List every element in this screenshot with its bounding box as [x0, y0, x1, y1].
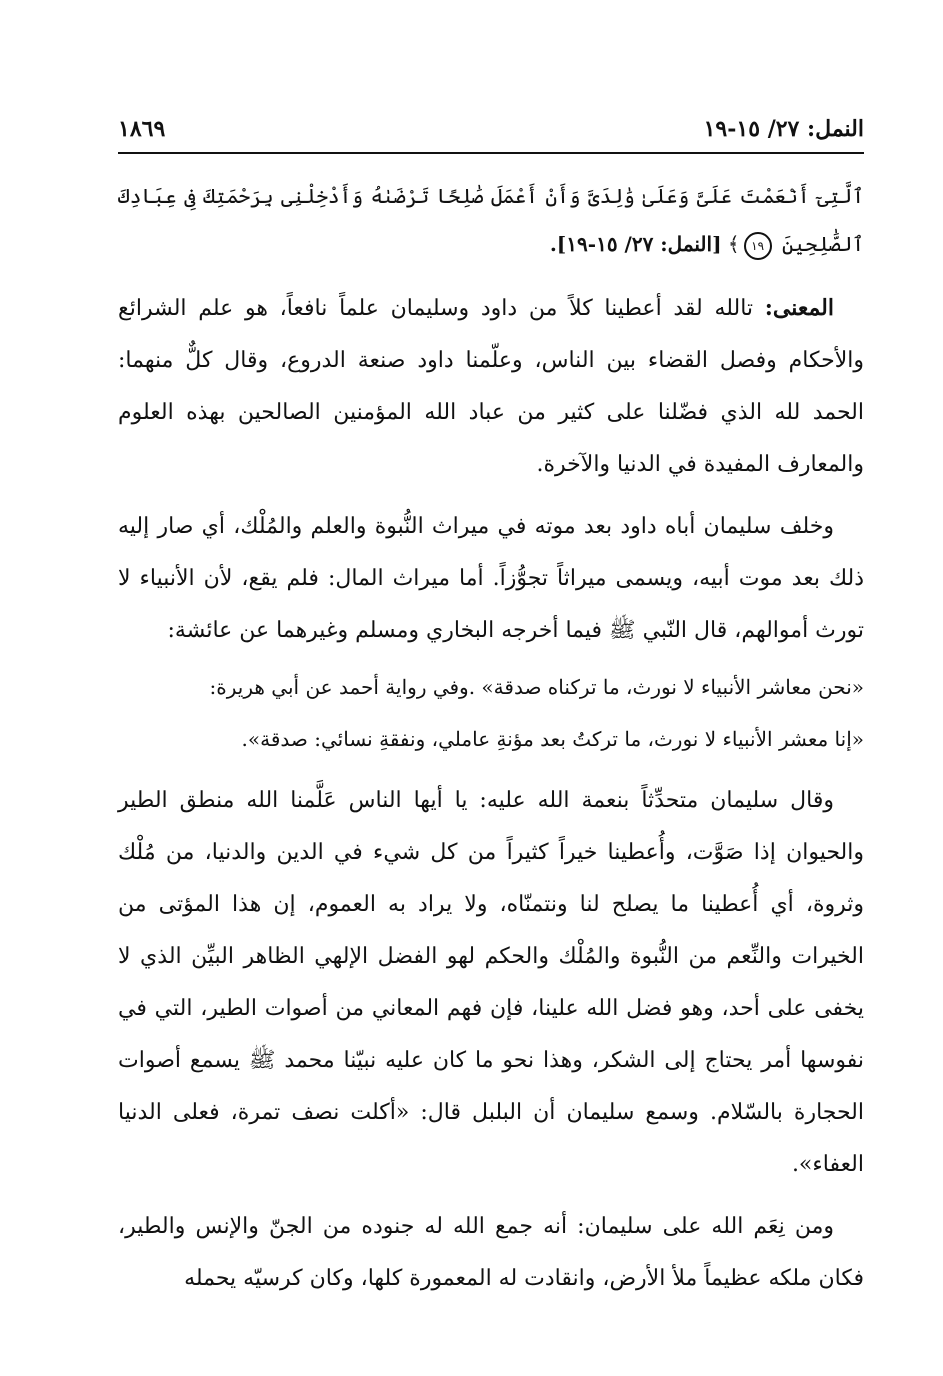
hadith-quote — [118, 661, 864, 713]
paragraph-text: ومن نِعَم الله على سليمان: أنه جمع الله له جنوده من الجنّ والإنس والطير، فكان ملكه عظيماً ملأ الأرض، وانقادت له المعمورة كلها، وكان كرسيّه يحمله — [118, 1214, 864, 1291]
hadith-text: «نحن معاشر الأنبياء لا نورث، ما تركناه صدقة» .وفي رواية أحمد عن أبي هريرة: — [209, 675, 864, 699]
paragraph-text: وخلف سليمان أباه داود بعد موته في ميراث النُّبوة والعلم والمُلْك، أي صار إليه ذلك بعد موت أبيه، ويسمى ميراثاً تجوُّزاً. أما ميراث المال: فلم يقع، لأن الأنبياء لا تورث أموالهم، قال النّبي ﷺ فيما أخرجه البخاري ومسلم وغيرهما عن عائشة: — [118, 514, 864, 643]
verse-text: ٱلَّتِىٓ أَنْعَمْتَ عَلَىَّ وَعَلَىٰ وَٰلِدَىَّ وَأَنْ أَعْمَلَ صَٰلِحًا تَرْضَىٰهُ وَأَدْخِلْنِى بِرَحْمَتِكَ فِى عِبَادِكَ ٱلصَّٰلِحِينَ — [118, 184, 864, 256]
hadith-quote — [118, 713, 864, 765]
verse-citation: [النمل: ٢٧/ ١٥-١٩]. — [549, 232, 722, 256]
paragraph-text: وقال سليمان متحدِّثاً بنعمة الله عليه: يا أيها الناس عَلَّمنا الله منطق الطير والحيوان إذا صَوَّت، وأُعطينا خيراً كثيراً من كل شيء في الدين والدنيا، من مُلْك وثروة، أي أُعطينا ما يصلح لنا ونتمنّاه، ولا يراد به العموم، إن هذا المؤتى من الخيرات والنِّعم من النُّبوة والمُلْك والحكم لهو الفضل الإلهي الظاهر البيِّن الذي لا يخفى على أحد، وهو فضل الله علينا، فإن فهم المعاني من أصوات الطير، التي في نفوسها أمر يحتاج إلى الشكر، وهذا نحو ما كان عليه نبيّنا محمد ﷺ يسمع أصوات الحجارة بالسّلام. وسمع سليمان أن البلبل قال: «أكلت نصف تمرة، فعلى الدنيا العفاء». — [118, 788, 864, 1177]
verse-closing-bracket: ﴾ — [727, 232, 740, 256]
verse-number-marker: ١٩ — [744, 232, 772, 260]
page-header — [118, 112, 864, 152]
page-number: ١٨٦٩ — [118, 116, 166, 142]
paragraph-text: تالله لقد أعطينا كلاً من داود وسليمان علماً نافعاً، هو علم الشرائع والأحكام وفصل القضاء بين الناس، وعلّمنا داود صنعة الدروع، وقال كلٌّ منهما: الحمد لله الذي فضّلنا على كثير من عباد الله المؤمنين الصالحين بهذه العلوم والمعارف المفيدة في الدنيا والآخرة. — [118, 296, 864, 477]
quran-passage — [118, 172, 864, 268]
paragraph-meaning — [118, 282, 864, 491]
hadith-text: «إنا معشر الأنبياء لا نورث، ما تركتُ بعد مؤنةِ عاملي، ونفقةِ نسائي: صدقة». — [241, 727, 864, 751]
surah-reference: النمل: ٢٧/ ١٥-١٩ — [703, 116, 864, 142]
paragraph-lead: المعنى: — [764, 295, 834, 321]
paragraph-birds — [118, 775, 864, 1191]
commentary-body — [118, 282, 864, 1315]
header-divider — [118, 152, 864, 154]
paragraph-blessings — [118, 1201, 864, 1305]
paragraph-inheritance — [118, 501, 864, 657]
